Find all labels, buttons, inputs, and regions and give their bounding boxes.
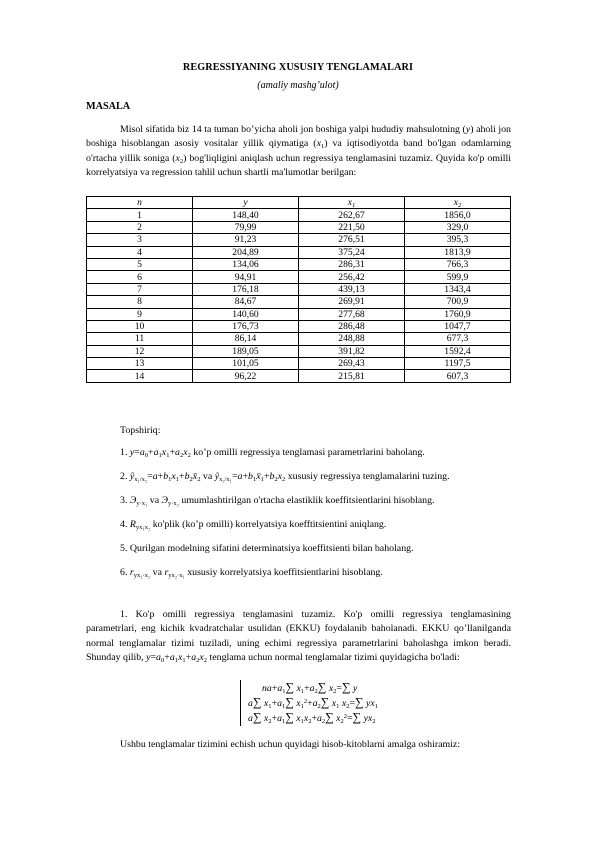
data-table	[86, 196, 511, 383]
task-2: 2. $ŷ_{x_1/x_2}=a+b_1x_1+b_2x̄_2$ va $ŷ_{x_2/x_1}=a+b_1x̄_1+b_2x_2$ xususiy regressiya tenglamalarini tuzing.	[120, 471, 450, 483]
table-cell: 176,73	[193, 320, 299, 332]
table-row	[87, 308, 511, 320]
table-row	[87, 234, 511, 246]
table-cell: 14	[87, 370, 193, 382]
task-6: 6. $r_{yx_1\cdot x_2}$ va $r_{yx_2\cdot x_1}$ xususiy korrelyatsiya koeffitsientlarini hisoblang.	[120, 567, 383, 579]
table-cell: 286,31	[299, 258, 405, 270]
table-cell: 1760,9	[405, 308, 511, 320]
table-cell: 677,3	[405, 333, 511, 345]
table-cell: 176,18	[193, 283, 299, 295]
table-cell: 256,42	[299, 271, 405, 283]
table-body	[87, 209, 511, 382]
table-cell: 375,24	[299, 246, 405, 258]
topshiriq-label: Topshiriq:	[120, 425, 161, 436]
table-row	[87, 296, 511, 308]
table-cell: 766,3	[405, 258, 511, 270]
table-cell: 2	[87, 221, 193, 233]
table-cell: 204,89	[193, 246, 299, 258]
table-cell: 5	[87, 258, 193, 270]
table-cell: 221,50	[299, 221, 405, 233]
normal-equations-system	[240, 680, 470, 728]
table-cell: 439,13	[299, 283, 405, 295]
solution-paragraph: 1. Ko'p omilli regressiya tenglamasini tuzamiz. Ko'p omilli regressiya tenglamasining parametrlari, eng kichik kvadratchalar usulidan (EKKU) foydalanib baholanadi. EKKU qo’llanilganda normal tenglamalar tizimi tuziladi, uning echimi regressiya parametrlarini baholashga imkon beradi. Shunday qilib, $y=a_0+a_1x_1+a_2x_2$ tenglama uchun normal tenglamalar tizimi quyidagicha bo'ladi:	[86, 609, 511, 665]
table-cell: 79,99	[193, 221, 299, 233]
table-cell: 329,0	[405, 221, 511, 233]
table-row	[87, 320, 511, 332]
table-cell: 134,06	[193, 258, 299, 270]
table-row	[87, 283, 511, 295]
system-brace	[240, 680, 245, 726]
table-row	[87, 358, 511, 370]
equation-2: a∑ $x_1+a_1\sum$ $x_1^2+a_2\sum$ $x_1$ $x_2=\sum$ $yx_1$	[248, 695, 378, 710]
table-cell: 3	[87, 234, 193, 246]
header-x2: $x_2$	[405, 197, 511, 209]
table-cell: 94,91	[193, 271, 299, 283]
table-cell: 11	[87, 333, 193, 345]
task-5: 5. Qurilgan modelning sifatini determinatsiya koeffitsienti bilan baholang.	[120, 543, 414, 554]
table-cell: 248,88	[299, 333, 405, 345]
table-cell: 189,05	[193, 345, 299, 357]
table-row	[87, 258, 511, 270]
table-cell: 7	[87, 283, 193, 295]
table-cell: 1856,0	[405, 209, 511, 221]
table-cell: 101,05	[193, 358, 299, 370]
table-cell: 10	[87, 320, 193, 332]
table-row	[87, 271, 511, 283]
header-y: y	[193, 197, 299, 209]
table-cell: 269,91	[299, 296, 405, 308]
table-cell: 276,51	[299, 234, 405, 246]
table-cell: 6	[87, 271, 193, 283]
equation-3: a∑ $x_2+a_1\sum$ $x_1x_2+a_2\sum$ $x_2^2=\sum$ $yx_2$	[248, 710, 376, 725]
table-cell: 1197,5	[405, 358, 511, 370]
table-cell: 96,22	[193, 370, 299, 382]
table-cell: 84,67	[193, 296, 299, 308]
table-cell: 140,60	[193, 308, 299, 320]
table-cell: 1047,7	[405, 320, 511, 332]
table-row	[87, 209, 511, 221]
table-cell: 269,43	[299, 358, 405, 370]
table-cell: 9	[87, 308, 193, 320]
section-heading: MASALA	[86, 101, 131, 112]
table-cell: 215,81	[299, 370, 405, 382]
table-cell: 395,3	[405, 234, 511, 246]
table-cell: 91,23	[193, 234, 299, 246]
intro-paragraph: Misol sifatida biz 14 ta tuman bo’yicha aholi jon boshiga yalpi hududiy mahsulotning (y) aholi jon boshiga hisoblangan asosiy vositalar yillik qiymatiga $(x_1)$ va iqtisodiyotda band bo'lgan odamlarning o'rtacha yillik soniga $(x_2)$ bog'liqligini aniqlash uchun regressiya tenglamasini tuzamiz. Quyida ko'p omilli korrelyatsiya va regression tahlil uchun shartli ma'lumotlar berilgan:	[86, 124, 511, 179]
table-row	[87, 246, 511, 258]
table-cell: 391,82	[299, 345, 405, 357]
table-cell: 8	[87, 296, 193, 308]
header-n: n	[87, 197, 193, 209]
table-cell: 4	[87, 246, 193, 258]
task-3: 3. $Э_{y\cdot x_1}$ va $Э_{y\cdot x_2}$ umumlashtirilgan o'rtacha elastiklik koeffitsientlarini hisoblang.	[120, 495, 435, 507]
equation-1: $na+a_1\sum$ $x_1+a_2\sum$ $x_2=\sum$ y	[262, 680, 358, 695]
table-cell: 262,67	[299, 209, 405, 221]
closing-paragraph: Ushbu tenglamalar tizimini echish uchun quyidagi hisob-kitoblarni amalga oshiramiz:	[120, 739, 461, 750]
table-row	[87, 345, 511, 357]
table-cell: 700,9	[405, 296, 511, 308]
table-cell: 12	[87, 345, 193, 357]
table-cell: 13	[87, 358, 193, 370]
table-row	[87, 221, 511, 233]
table-cell: 607,3	[405, 370, 511, 382]
table-cell: 1813,9	[405, 246, 511, 258]
table-cell: 148,40	[193, 209, 299, 221]
page-title: REGRESSIYANING XUSUSIY TENGLAMALARI	[182, 62, 414, 73]
header-x1: $x_1$	[299, 197, 405, 209]
table-cell: 86,14	[193, 333, 299, 345]
table-cell: 286,48	[299, 320, 405, 332]
table-cell: 1	[87, 209, 193, 221]
table-cell: 1592,4	[405, 345, 511, 357]
task-4: 4. $R_{yx_1x_2}$ ko'plik (ko’p omilli) korrelyatsiya koefftitsientini aniqlang.	[120, 519, 387, 531]
table-cell: 1343,4	[405, 283, 511, 295]
table-cell: 599,9	[405, 271, 511, 283]
task-1: 1. $y=a_0+a_1x_1+a_2x_2$ ko’p omilli regressiya tenglamasi parametrlarini baholang.	[120, 447, 425, 459]
page-subtitle: (amaliy mashg’ulot)	[257, 80, 339, 91]
table-row	[87, 370, 511, 382]
table-row	[87, 333, 511, 345]
table-header-row	[87, 197, 511, 209]
table-cell: 277,68	[299, 308, 405, 320]
